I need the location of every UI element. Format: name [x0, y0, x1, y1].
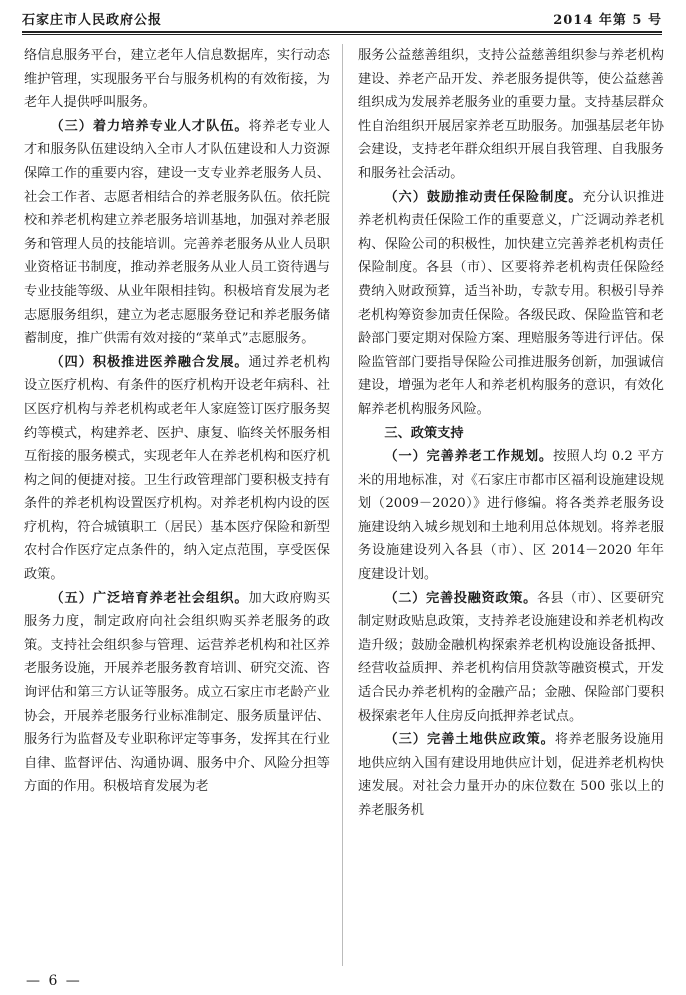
paragraph-heading: （二）完善投融资政策。	[384, 590, 538, 606]
paragraph-heading: （三）着力培养专业人才队伍。	[50, 118, 249, 134]
paragraph-body: 按照人均 0.2 平方米的用地标准，对《石家庄市都市区福利设施建设规划（2009－2020）》进行修编。将各类养老服务设施建设纳入城乡规划和土地利用总体规划。将养老服务设施建设列入各县（市）、区 2014－2020 年年度建设计划。	[358, 449, 664, 583]
numbered-paragraph	[24, 351, 330, 587]
continued-paragraph: 服务公益慈善组织，支持公益慈善组织参与养老机构建设、养老产品开发、养老服务提供等，使公益慈善组织成为发展养老服务业的重要力量。支持基层群众性自治组织开展居家养老互助服务。加强基层老年协会建设，支持老年群众组织开展自我管理、自我服务和服务社会活动。	[358, 48, 664, 181]
numbered-paragraph	[358, 587, 664, 729]
paragraph-heading: （三）完善土地供应政策。	[384, 732, 555, 748]
paragraph-body: 充分认识推进养老机构责任保险工作的重要意义，广泛调动养老机构、保险公司的积极性，加快建立完善养老机构责任保险制度。各县（市）、区要将养老机构责任保险经费纳入财政预算，适当补助，专款专用。积极引导养老机构筹资参加责任保险。各级民政、保险监管和老龄部门要定期对保险方案、理赔服务等进行评估。保险监管部门要指导保险公司推进服务创新，加强诚信建设，增强为老年人和养老机构服务的意识，有效化解养老机构服务风险。	[358, 189, 665, 417]
publication-title: 石家庄市人民政府公报	[22, 12, 163, 28]
header-rule	[22, 31, 662, 35]
numbered-paragraph	[358, 728, 664, 822]
column-divider	[342, 44, 343, 966]
paragraph-body: 各县（市）、区要研究制定财政贴息政策，支持养老设施建设和养老机构改造升级；鼓励金融机构探索养老机构设施设备抵押、经营收益质押、养老机构信用贷款等融资模式，开发适合民办养老机构的金融产品；金融、保险部门要积极探索老年人住房反向抵押养老试点。	[358, 590, 664, 724]
continued-paragraph: 络信息服务平台，建立老年人信息数据库，实行动态维护管理，实现服务平台与服务机构的有效衔接，为老年人提供呼叫服务。	[24, 48, 330, 111]
numbered-paragraph	[24, 115, 330, 351]
numbered-paragraph	[358, 186, 664, 422]
left-column	[24, 44, 330, 799]
paragraph-body: 将养老专业人才和服务队伍建设纳入全市人才队伍建设和人力资源保障工作的重要内容，建设一支专业养老服务人员、社会工作者、志愿者相结合的养老服务队伍。依托院校和养老机构建立养老服务培训基地，加强对养老服务和管理人员的技能培训。完善养老服务从业人员职业资格证书制度，推动养老服务从业人员工资待遇与专业技能等级、从业年限相挂钩。积极培育发展为老志愿服务组织，建立为老志愿服务登记和养老服务储蓄制度，推广供需有效对接的“菜单式”志愿服务。	[24, 118, 331, 347]
numbered-paragraph	[358, 445, 664, 587]
paragraph-heading: （四）积极推进医养融合发展。	[50, 354, 249, 370]
numbered-paragraph	[24, 587, 330, 799]
paragraph-heading: （六）鼓励推动责任保险制度。	[384, 189, 583, 205]
page-header	[22, 8, 662, 28]
right-column	[358, 44, 664, 823]
section-heading: 三、政策支持	[384, 425, 464, 441]
paragraph-body: 将养老服务设施用地供应纳入国有建设用地供应计划，促进养老机构快速发展。对社会力量开办的床位数在 500 张以上的养老服务机	[358, 732, 665, 818]
paragraph-heading: （五）广泛培育养老社会组织。	[50, 590, 249, 606]
paragraph-body: 加大政府购买服务力度，制定政府向社会组织购买养老服务的政策。支持社会组织参与管理、运营养老机构和社区养老服务设施，开展养老服务教育培训、研究交流、咨询评估和第三方认证等服务。成立石家庄市老龄产业协会，开展养老服务行业标准制定、服务质量评估、服务行为监督及专业职称评定等事务，发挥其在行业自律、监督评估、沟通协调、服务中介、风险分担等方面的作用。积极培育发展为老	[24, 590, 331, 795]
paragraph-heading: （一）完善养老工作规划。	[384, 449, 553, 465]
issue-number: 2014 年第 5 号	[553, 12, 662, 28]
paragraph-body: 通过养老机构设立医疗机构、有条件的医疗机构开设老年病科、社区医疗机构与养老机构或老年人家庭签订医疗服务契约等模式，构建养老、医护、康复、临终关怀服务相互衔接的服务模式，实现老年人在养老机构和医疗机构之间的便捷对接。卫生行政管理部门要积极支持有条件的养老机构设置医疗机构。对养老机构内设的医疗机构，符合城镇职工（居民）基本医疗保险和新型农村合作医疗定点条件的，纳入定点范围，享受医保政策。	[24, 354, 331, 583]
page-number: — 6 —	[26, 973, 82, 989]
